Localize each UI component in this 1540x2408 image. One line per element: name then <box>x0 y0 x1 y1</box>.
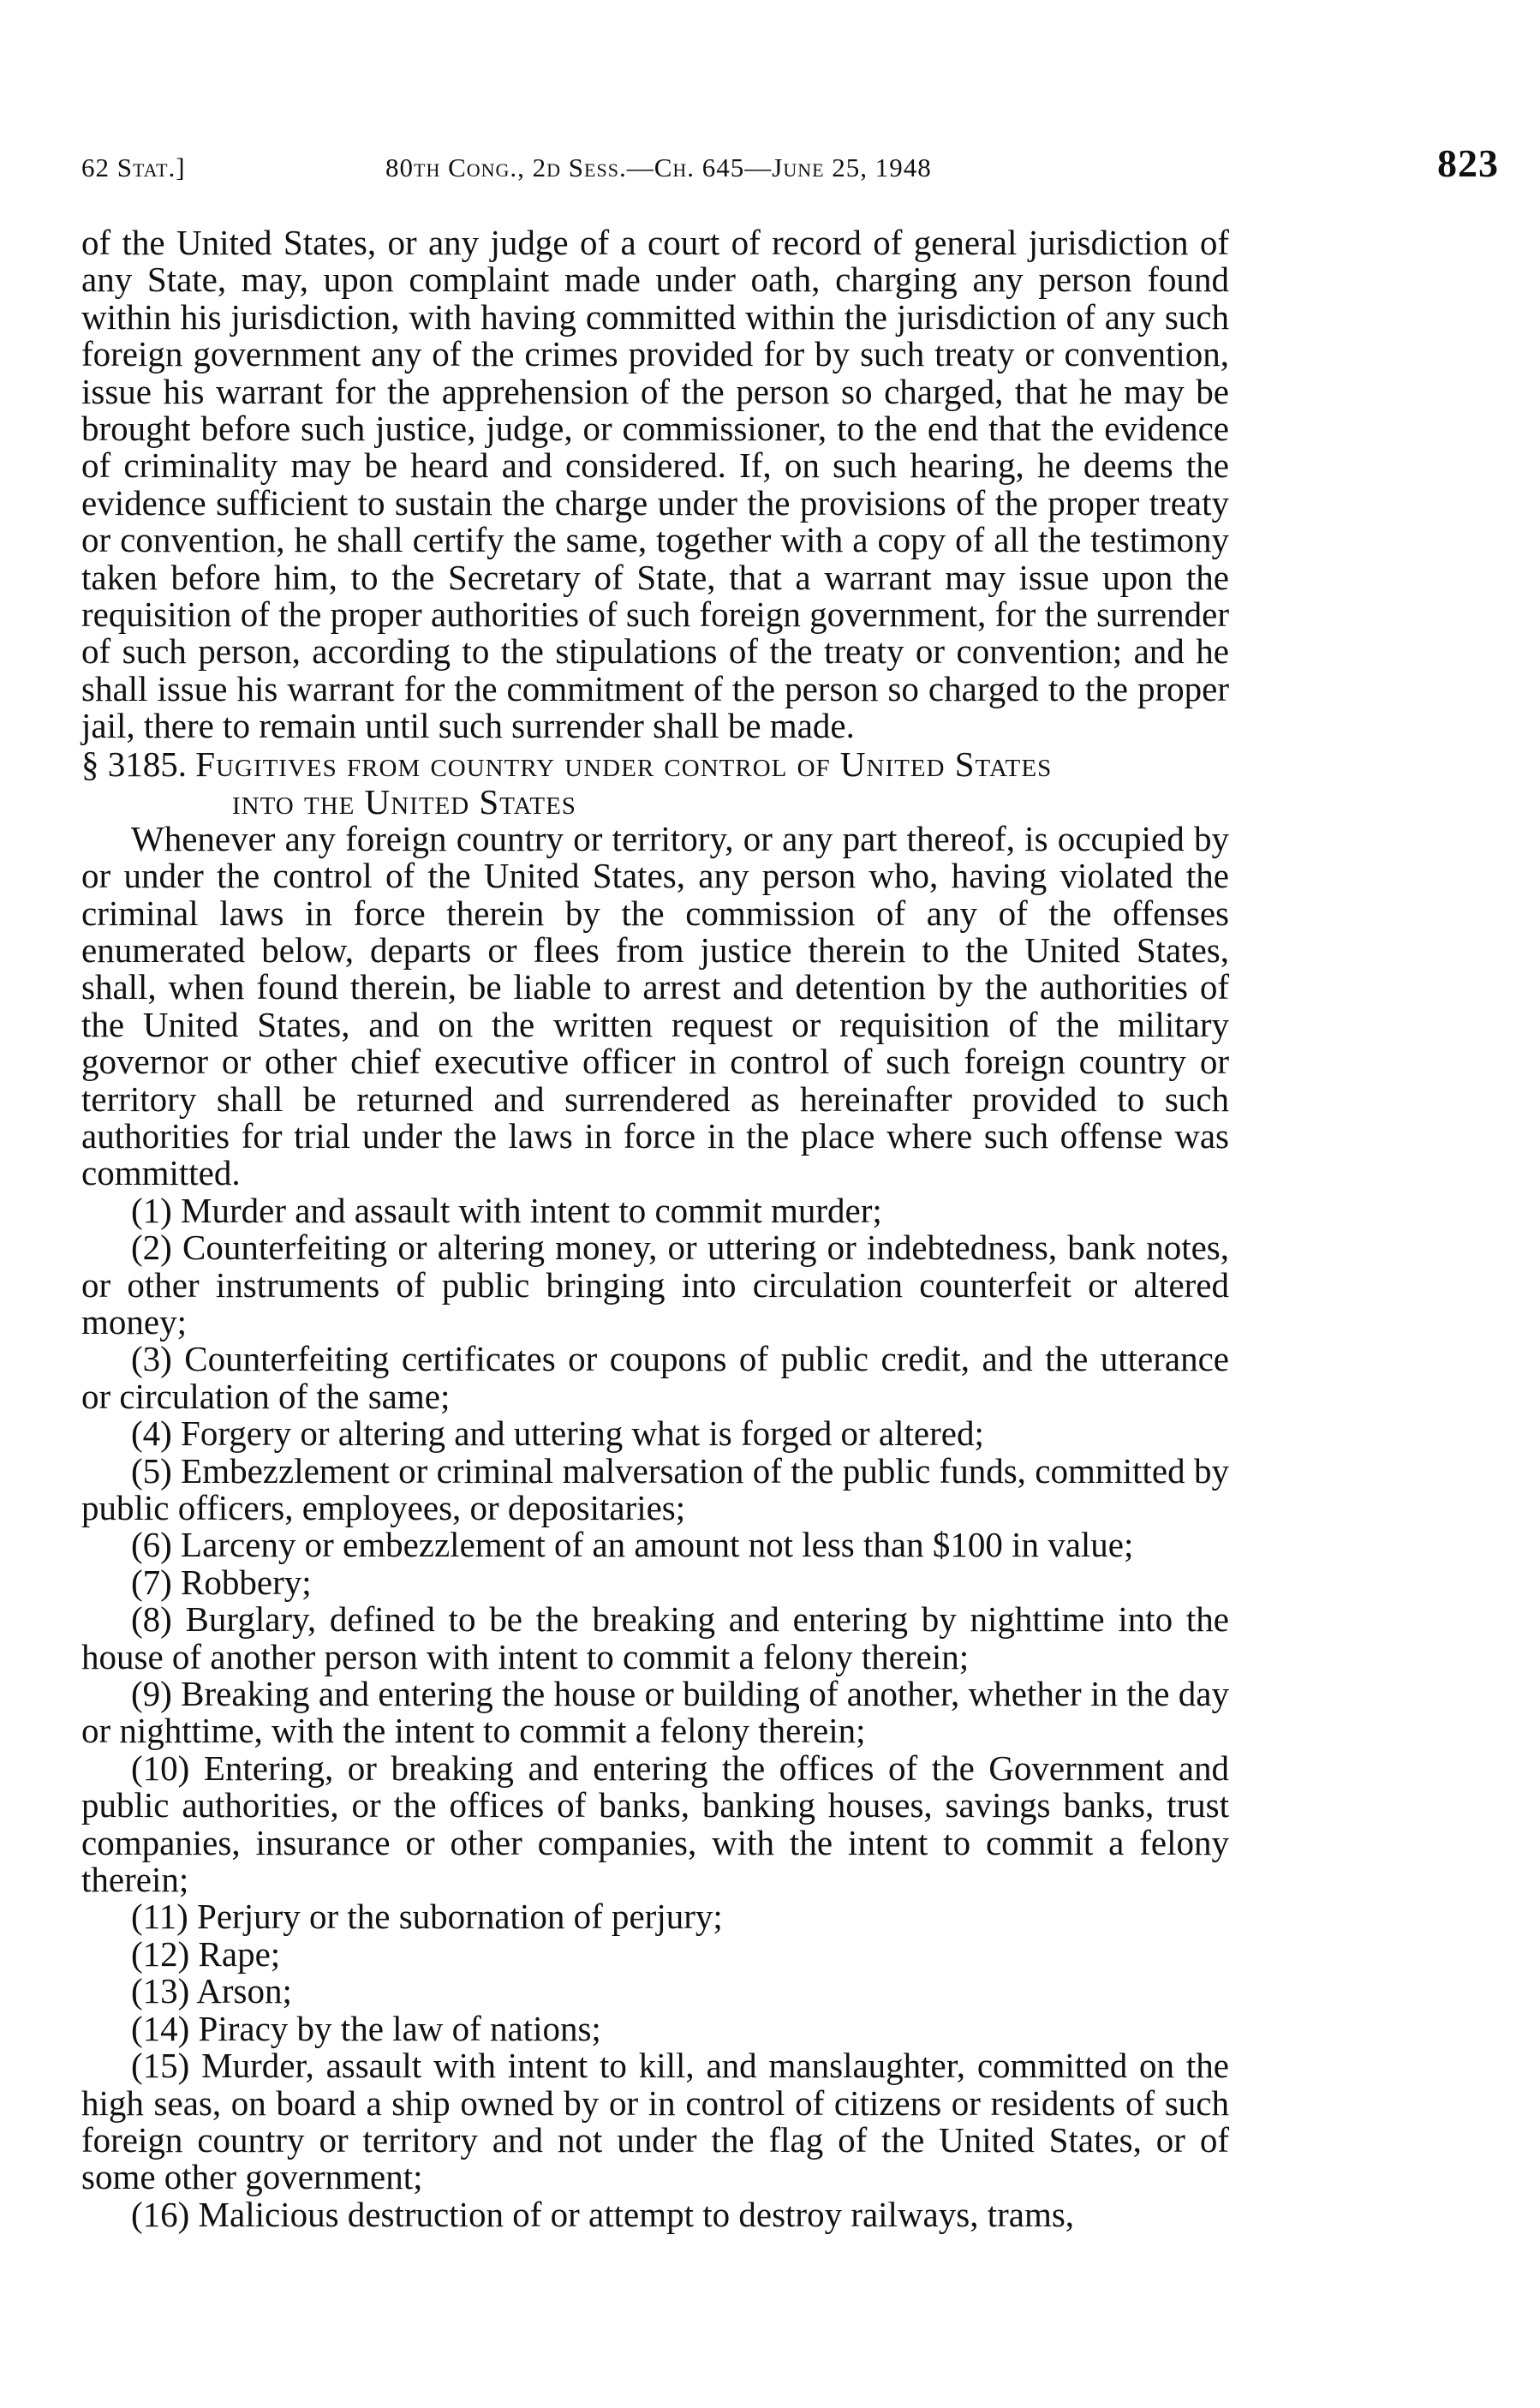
list-item: (4) Forgery or altering and uttering what is forged or altered; <box>131 1413 984 1454</box>
list-item: (14) Piracy by the law of nations; <box>131 2008 601 2048</box>
section-title-line1: Fugitives from country under control of United States <box>195 744 1053 784</box>
list-item: (3) Counterfeiting certificates or coupons of public credit, and the utterance or circulation of the same; <box>81 1339 1229 1416</box>
continued-paragraph: of the United States, or any judge of a court of record of general jurisdiction of any State, may, upon complaint made under oath, charging any person found within his jurisdiction, with having committed within the jurisdiction of any such foreign government any of the crimes provided for by such treaty or convention, issue his warrant for the apprehension of the person so charged, that he may be brought before such justice, judge, or commissioner, to the end that the evidence of criminality may be heard and considered. If, on such hearing, he deems the evidence sufficient to sustain the charge under the provisions of the proper treaty or convention, he shall certify the same, together with a copy of all the testimony taken before him, to the Secretary of State, that a warrant may issue upon the requisition of the proper authorities of such foreign government, for the surrender of such person, according to the stipulations of the treaty or convention; and he shall issue his warrant for the commitment of the person so charged to the proper jail, there to remain until such surrender shall be made. <box>81 223 1229 746</box>
page-number: 823 <box>1437 141 1499 185</box>
list-item: (13) Arson; <box>131 1971 292 2011</box>
list-item: (9) Breaking and entering the house or building of another, whether in the day or nighttime, with the intent to commit a felony therein; <box>81 1674 1229 1751</box>
list-item: (5) Embezzlement or criminal malversation of the public funds, committed by public officers, employees, or depositaries; <box>81 1450 1229 1527</box>
list-item: (2) Counterfeiting or altering money, or uttering or indebtedness, bank notes, or other instruments of public bringing into circulation counterfeit or altered money; <box>81 1228 1229 1341</box>
section-number: § 3185. <box>81 744 187 784</box>
running-header <box>81 137 1499 188</box>
section-intro-paragraph: Whenever any foreign country or territory, or any part thereof, is occupied by or under the control of the United States, any person who, having violated the criminal laws in force therein by the commission of any of the offenses enumerated below, departs or flees from justice therein to the United States, shall, when found therein, be liable to arrest and detention by the authorities of the United States, and on the written request or requisition of the military governor or other chief executive officer in control of such foreign country or territory shall be returned and surrendered as hereinafter provided to such authorities for trial under the laws in force in the place where such offense was committed. <box>81 818 1229 1193</box>
list-item: (1) Murder and assault with intent to commit murder; <box>131 1190 882 1230</box>
document-body <box>81 224 1229 2233</box>
congress-session-line: 80th Cong., 2d Sess.—Ch. 645—June 25, 1948 <box>385 152 932 182</box>
list-item: (10) Entering, or breaking and entering the offices of the Government and public authorities, or the offices of banks, banking houses, savings banks, trust companies, insurance or other companies, with the intent to commit a felony therein; <box>81 1748 1229 1900</box>
list-item: (7) Robbery; <box>131 1562 312 1602</box>
list-item: (8) Burglary, defined to be the breaking and entering by nighttime into the house of another person with intent to commit a felony therein; <box>81 1599 1229 1676</box>
list-item: (11) Perjury or the subornation of perjury; <box>131 1897 723 1937</box>
list-item: (16) Malicious destruction of or attempt to destroy railways, trams, <box>131 2194 1075 2234</box>
statute-volume: 62 Stat.] <box>81 152 186 182</box>
list-item: (15) Murder, assault with intent to kill, and manslaughter, committed on the high seas, on board a ship owned by or in control of citizens or residents of such foreign country or territory and not under the flag of the United States, or of some other government; <box>81 2046 1229 2197</box>
section-title-line2: into the United States <box>232 781 576 822</box>
list-item: (6) Larceny or embezzlement of an amount not less than $100 in value; <box>131 1525 1134 1565</box>
offense-list <box>81 1192 1229 2233</box>
section-heading <box>81 745 1229 821</box>
list-item: (12) Rape; <box>131 1933 281 1974</box>
